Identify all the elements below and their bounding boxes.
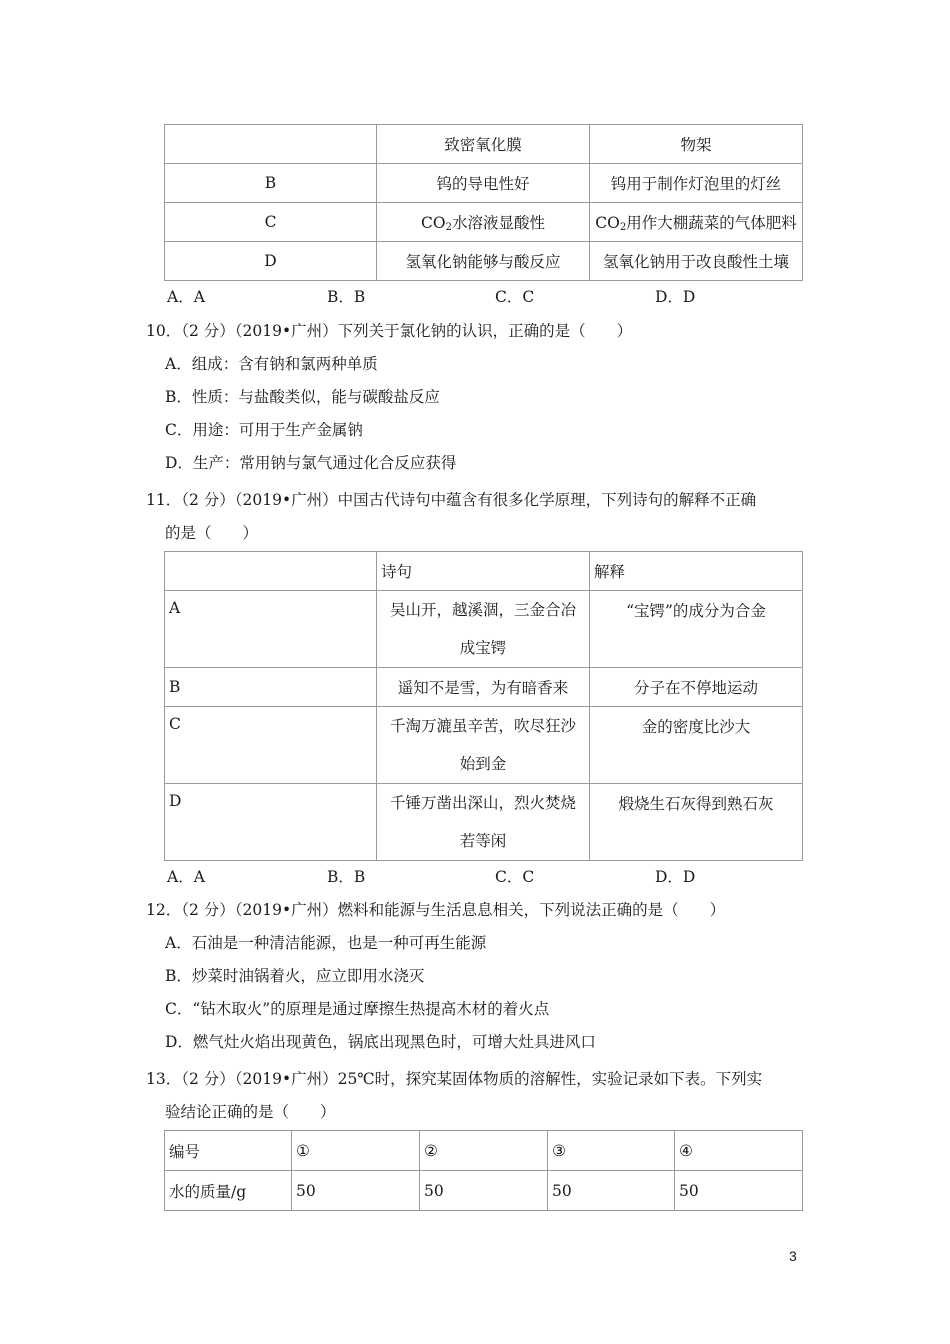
table-cell: B bbox=[165, 164, 377, 203]
poem-line: 成宝锷 bbox=[459, 639, 507, 657]
option-b[interactable]: B．B bbox=[327, 868, 366, 886]
table-cell: 分子在不停地运动 bbox=[590, 668, 803, 707]
q12-option-c[interactable]: C．“钻木取火”的原理是通过摩擦生热提高木材的着火点 bbox=[165, 1000, 550, 1018]
option-a[interactable]: A．A bbox=[167, 288, 205, 306]
table-cell bbox=[165, 125, 377, 164]
table-row bbox=[165, 707, 803, 784]
poem-line: 千淘万漉虽辛苦，吹尽狂沙 bbox=[389, 717, 576, 735]
q11-table bbox=[164, 551, 803, 861]
table-cell bbox=[590, 203, 803, 242]
table-cell: 致密氧化膜 bbox=[377, 125, 590, 164]
q10-option-c[interactable]: C．用途：可用于生产金属钠 bbox=[165, 421, 363, 439]
q12-stem: 12．（2 分）（2019•广州）燃料和能源与生活息息相关，下列说法正确的是（ ） bbox=[146, 901, 726, 919]
table-row bbox=[165, 784, 803, 861]
table-cell: 50 bbox=[675, 1171, 803, 1211]
table-cell: ③ bbox=[548, 1131, 675, 1171]
q9-table bbox=[164, 124, 803, 281]
table-row bbox=[165, 125, 803, 164]
table-cell: 物架 bbox=[590, 125, 803, 164]
option-b[interactable]: B．B bbox=[327, 288, 366, 306]
table-cell: 50 bbox=[292, 1171, 420, 1211]
table-cell bbox=[377, 784, 590, 861]
q10-option-d[interactable]: D．生产：常用钠与氯气通过化合反应获得 bbox=[165, 454, 457, 472]
table-cell: 50 bbox=[420, 1171, 548, 1211]
cell-text: 水溶液显酸性 bbox=[451, 214, 545, 232]
q10-option-a[interactable]: A．组成：含有钠和氯两种单质 bbox=[165, 355, 378, 373]
table-cell: “宝锷”的成分为合金 bbox=[590, 591, 803, 668]
option-d[interactable]: D．D bbox=[655, 868, 696, 886]
table-cell: D bbox=[165, 784, 377, 861]
poem-line: 始到金 bbox=[459, 755, 507, 773]
poem-line: 若等闲 bbox=[459, 832, 507, 850]
table-cell bbox=[377, 203, 590, 242]
q12-option-a[interactable]: A．石油是一种清洁能源，也是一种可再生能源 bbox=[165, 934, 487, 952]
table-cell: 钨用于制作灯泡里的灯丝 bbox=[590, 164, 803, 203]
table-cell: 解释 bbox=[590, 552, 803, 591]
table-cell: C bbox=[165, 203, 377, 242]
table-cell: A bbox=[165, 591, 377, 668]
q13-stem-line2: 验结论正确的是（ ） bbox=[165, 1103, 336, 1121]
table-cell: ① bbox=[292, 1131, 420, 1171]
q10-stem: 10．（2 分）（2019•广州）下列关于氯化钠的认识，正确的是（ ） bbox=[146, 322, 633, 340]
table-cell bbox=[377, 591, 590, 668]
table-cell: ④ bbox=[675, 1131, 803, 1171]
option-c[interactable]: C．C bbox=[495, 868, 535, 886]
formula-prefix: CO bbox=[421, 214, 446, 232]
table-row bbox=[165, 552, 803, 591]
q10-option-b[interactable]: B．性质：与盐酸类似，能与碳酸盐反应 bbox=[165, 388, 440, 406]
table-cell bbox=[377, 707, 590, 784]
q13-stem-line1: 13．（2 分）（2019•广州）25℃时，探究某固体物质的溶解性，实验记录如下表。下列实 bbox=[146, 1070, 763, 1088]
table-row bbox=[165, 1171, 803, 1211]
formula-prefix: CO bbox=[595, 214, 620, 232]
page-number: 3 bbox=[789, 1248, 797, 1264]
table-cell: B bbox=[165, 668, 377, 707]
table-cell: ② bbox=[420, 1131, 548, 1171]
table-cell: 氢氧化钠用于改良酸性土壤 bbox=[590, 242, 803, 281]
table-cell: 水的质量/g bbox=[165, 1171, 292, 1211]
q12-option-d[interactable]: D．燃气灶火焰出现黄色，锅底出现黑色时，可增大灶具进风口 bbox=[165, 1033, 596, 1051]
table-row bbox=[165, 591, 803, 668]
table-row bbox=[165, 242, 803, 281]
table-cell: 50 bbox=[548, 1171, 675, 1211]
table-row bbox=[165, 1131, 803, 1171]
q13-table bbox=[164, 1130, 803, 1211]
table-row bbox=[165, 668, 803, 707]
table-cell bbox=[165, 552, 377, 591]
table-cell: C bbox=[165, 707, 377, 784]
option-c[interactable]: C．C bbox=[495, 288, 535, 306]
q11-stem-line2: 的是（ ） bbox=[165, 524, 259, 542]
table-cell: 编号 bbox=[165, 1131, 292, 1171]
q12-option-b[interactable]: B．炒菜时油锅着火，应立即用水浇灭 bbox=[165, 967, 425, 985]
table-cell: 金的密度比沙大 bbox=[590, 707, 803, 784]
cell-text: 用作大棚蔬菜的气体肥料 bbox=[626, 214, 797, 232]
poem-line: 千锤万凿出深山，烈火焚烧 bbox=[389, 794, 576, 812]
table-row bbox=[165, 203, 803, 242]
table-cell: 遥知不是雪，为有暗香来 bbox=[377, 668, 590, 707]
formula-subscript: 2 bbox=[619, 222, 627, 233]
table-cell: 诗句 bbox=[377, 552, 590, 591]
table-cell: 氢氧化钠能够与酸反应 bbox=[377, 242, 590, 281]
table-cell: D bbox=[165, 242, 377, 281]
q11-stem-line1: 11．（2 分）（2019•广州）中国古代诗句中蕴含有很多化学原理，下列诗句的解释不正确 bbox=[146, 491, 757, 509]
table-cell: 煅烧生石灰得到熟石灰 bbox=[590, 784, 803, 861]
option-a[interactable]: A．A bbox=[167, 868, 205, 886]
poem-line: 吴山开，越溪涸，三金合冶 bbox=[389, 601, 576, 619]
table-cell: 钨的导电性好 bbox=[377, 164, 590, 203]
table-row bbox=[165, 164, 803, 203]
option-d[interactable]: D．D bbox=[655, 288, 696, 306]
formula-subscript: 2 bbox=[445, 222, 452, 233]
